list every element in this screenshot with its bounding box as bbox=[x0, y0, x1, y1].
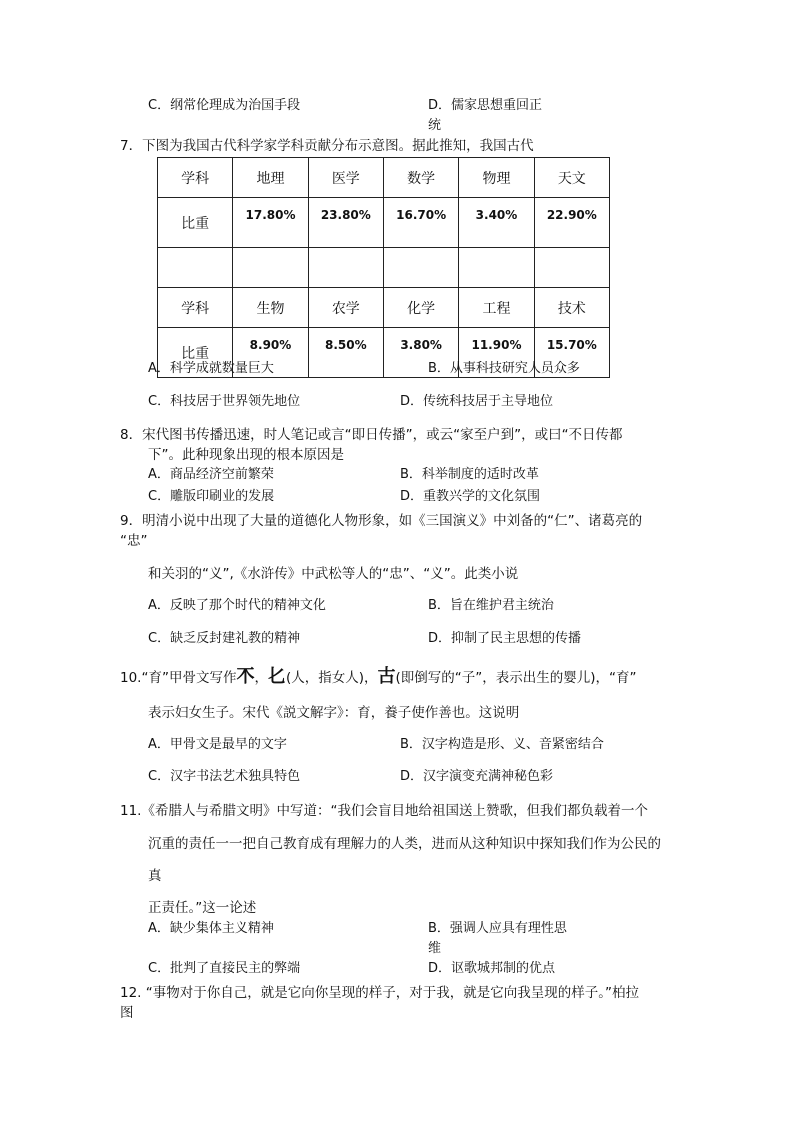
q8-stem-line1: 8．宋代图书传播迅速，时人笔记或言“即日传播”，或云“家至户到”，或曰“不日传都 bbox=[120, 427, 623, 443]
table-cell: 医学 bbox=[308, 158, 383, 198]
q11-option-b-line1: B．强调人应具有理性思 bbox=[428, 921, 567, 936]
q11-option-b-line2: 维 bbox=[428, 941, 442, 956]
q8-option-b: B．科举制度的适时改革 bbox=[400, 467, 539, 482]
q11-option-d: D．讴歌城邦制的优点 bbox=[428, 961, 556, 976]
q10-option-c: C．汉字书法艺术独具特色 bbox=[148, 769, 301, 784]
table-cell: 11.90% bbox=[459, 328, 534, 378]
table-row bbox=[158, 198, 610, 248]
q9-option-b: B．旨在维护君主统治 bbox=[428, 598, 554, 613]
q12-stem-line2: 图 bbox=[120, 1005, 134, 1021]
q9-option-c: C．缺乏反封建礼教的精神 bbox=[148, 631, 301, 646]
table-cell: 23.80% bbox=[308, 198, 383, 248]
table-cell: 3.40% bbox=[459, 198, 534, 248]
q6-option-d-line1: D．儒家思想重回正 bbox=[428, 98, 543, 113]
q8-option-c: C．雕版印刷业的发展 bbox=[148, 489, 275, 504]
q11-stem-line2: 沉重的责任一一把自己教育成有理解力的人类，进而从这种知识中探知我们作为公民的 bbox=[148, 836, 661, 852]
table-cell bbox=[233, 248, 308, 288]
q11-option-a: A．缺少集体主义精神 bbox=[148, 921, 274, 936]
table-cell: 物理 bbox=[459, 158, 534, 198]
q11-stem-line1: 11.《希腊人与希腊文明》中写道：“我们会盲目地给祖国送上赞歌，但我们都负载着一个 bbox=[120, 803, 648, 819]
q10-stem-line2: 表示妇女生子。宋代《説文解字》：育，養子使作善也。这说明 bbox=[148, 705, 520, 721]
q7-option-a: A．科学成就数量巨大 bbox=[148, 361, 274, 376]
table-cell: 比重 bbox=[158, 328, 233, 378]
q9-option-d: D．抑制了民主思想的传播 bbox=[428, 631, 582, 646]
table-cell bbox=[308, 248, 383, 288]
table-cell bbox=[383, 248, 458, 288]
q10-comma: ， bbox=[254, 670, 268, 686]
table-cell: 工程 bbox=[459, 288, 534, 328]
q9-option-a: A．反映了那个时代的精神文化 bbox=[148, 598, 326, 613]
table-cell bbox=[534, 248, 609, 288]
table-cell: 化学 bbox=[383, 288, 458, 328]
table-cell: 生物 bbox=[233, 288, 308, 328]
table-cell bbox=[158, 248, 233, 288]
q12-stem-line1: 12. “事物对于你自己，就是它向你呈现的样子，对于我，就是它向我呈现的样子。”柏拉 bbox=[120, 985, 639, 1001]
table-cell: 8.50% bbox=[308, 328, 383, 378]
q11-option-c: C．批判了直接民主的弊端 bbox=[148, 961, 301, 976]
q11-stem-line4: 正责任。”这一论述 bbox=[148, 900, 257, 916]
table-cell: 农学 bbox=[308, 288, 383, 328]
q10-stem-a: 10.“育”甲骨文写作 bbox=[120, 670, 237, 686]
table-row bbox=[158, 288, 610, 328]
table-cell: 8.90% bbox=[233, 328, 308, 378]
table-row bbox=[158, 158, 610, 198]
table-cell: 学科 bbox=[158, 288, 233, 328]
table-cell: 3.80% bbox=[383, 328, 458, 378]
q9-stem-line1: 9．明清小说中出现了大量的道德化人物形象，如《三国演义》中刘备的“仁”、诸葛亮的 bbox=[120, 513, 643, 529]
q8-option-d: D．重教兴学的文化氛围 bbox=[400, 489, 541, 504]
table-cell: 数学 bbox=[383, 158, 458, 198]
q7-option-b: B．从事科技研究人员众多 bbox=[428, 361, 580, 376]
q7-option-d: D．传统科技居于主导地位 bbox=[400, 394, 554, 409]
q11-stem-line3: 真 bbox=[148, 868, 162, 884]
q10-option-d: D．汉字演变充满神秘色彩 bbox=[400, 769, 554, 784]
q8-option-a: A．商品经济空前繁荣 bbox=[148, 467, 274, 482]
science-contribution-table bbox=[157, 157, 610, 378]
q9-stem-line3: 和关羽的“义”,《水浒传》中武松等人的“忠”、“义”。此类小说 bbox=[148, 566, 519, 582]
table-cell: 16.70% bbox=[383, 198, 458, 248]
q6-option-c: C．纲常伦理成为治国手段 bbox=[148, 98, 301, 113]
oracle-bone-woman-glyph: 𠤎 bbox=[267, 666, 286, 687]
q6-option-d-line2: 统 bbox=[428, 118, 442, 133]
oracle-bone-child-glyph: 古 bbox=[377, 666, 396, 687]
table-cell: 15.70% bbox=[534, 328, 609, 378]
q9-stem-line2: “忠” bbox=[120, 533, 148, 549]
q10-stem-c: (即倒写的“子”，表示出生的婴儿)，“育” bbox=[395, 670, 637, 686]
table-cell: 技术 bbox=[534, 288, 609, 328]
table-cell: 天文 bbox=[534, 158, 609, 198]
oracle-bone-yu-glyph: 𣎴 bbox=[236, 666, 255, 687]
table-row bbox=[158, 248, 610, 288]
table-cell bbox=[459, 248, 534, 288]
q8-stem-line2: 下”。此种现象出现的根本原因是 bbox=[148, 447, 344, 463]
q10-stem-line1 bbox=[120, 668, 637, 687]
q10-option-b: B．汉字构造是形、义、音紧密结合 bbox=[400, 737, 604, 752]
q7-stem: 7．下图为我国古代科学家学科贡献分布示意图。据此推知，我国古代 bbox=[120, 138, 534, 154]
table-cell: 地理 bbox=[233, 158, 308, 198]
q7-option-c: C．科技居于世界领先地位 bbox=[148, 394, 301, 409]
table-cell: 17.80% bbox=[233, 198, 308, 248]
q10-option-a: A．甲骨文是最早的文字 bbox=[148, 737, 287, 752]
table-cell: 22.90% bbox=[534, 198, 609, 248]
q10-stem-b: (人，指女人)， bbox=[285, 670, 378, 686]
table-cell: 学科 bbox=[158, 158, 233, 198]
table-cell: 比重 bbox=[158, 198, 233, 248]
